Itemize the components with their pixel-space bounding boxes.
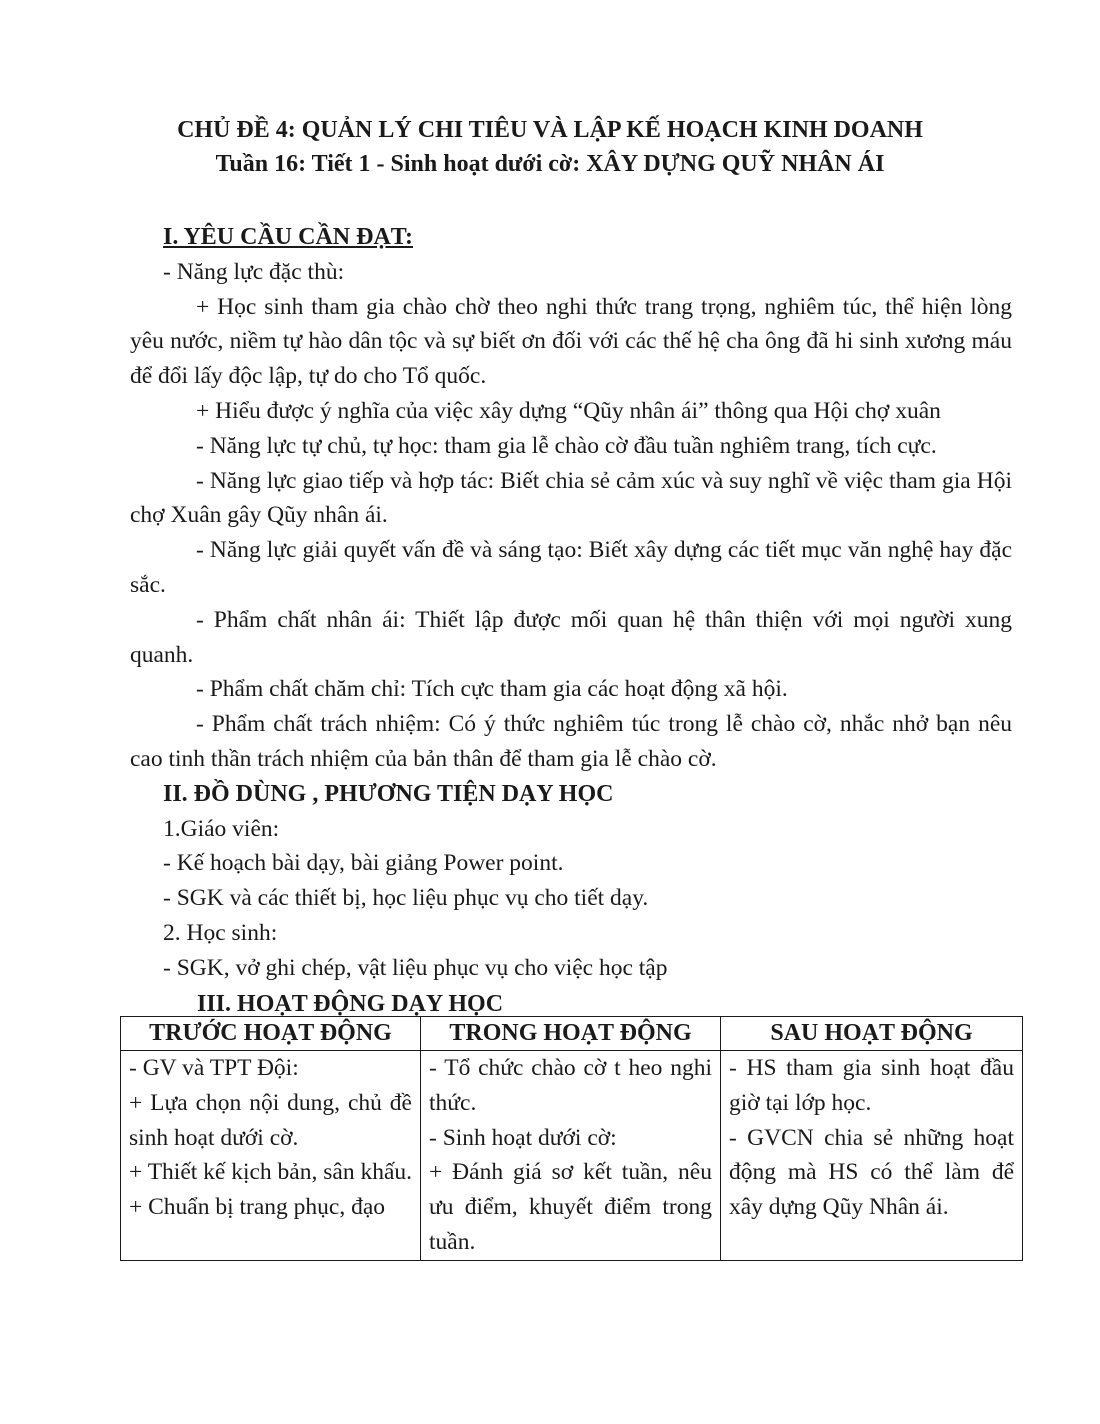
- cell-line: + Đánh giá sơ kết tuần, nêu ưu điểm, khuyết điểm trong tuần.: [429, 1159, 712, 1255]
- document-body: [130, 220, 1012, 1022]
- section1-item: + Hiểu được ý nghĩa của việc xây dựng “Qũy nhân ái” thông qua Hội chợ xuân: [196, 397, 941, 424]
- section1-item: - Năng lực giải quyết vấn đề và sáng tạo: Biết xây dựng các tiết mục văn nghệ hay đặc sắc.: [130, 537, 1012, 598]
- topic-title: CHỦ ĐỀ 4: QUẢN LÝ CHI TIÊU VÀ LẬP KẾ HOẠCH KINH DOANH: [177, 117, 923, 143]
- cell-line: + Lựa chọn nội dung, chủ đề sinh hoạt dưới cờ.: [129, 1089, 412, 1151]
- section1-item: - Phẩm chất nhân ái: Thiết lập được mối quan hệ thân thiện với mọi người xung quanh.: [130, 606, 1012, 668]
- student-label: 2. Học sinh:: [163, 919, 278, 946]
- col-header-before: TRƯỚC HOẠT ĐỘNG: [121, 1017, 421, 1051]
- cell-line: - HS tham gia sinh hoạt đầu giờ tại lớp học.: [729, 1055, 1014, 1116]
- activity-table: [120, 1016, 1023, 1261]
- cell-line: - GVCN chia sẻ những hoạt động mà HS có thể làm để xây dựng Qũy Nhân ái.: [729, 1124, 1014, 1221]
- section2-heading: II. ĐỒ DÙNG , PHƯƠNG TIỆN DẠY HỌC: [163, 780, 614, 807]
- cell-before: [121, 1051, 421, 1261]
- cell-line: + Chuẩn bị trang phục, đạo: [129, 1194, 386, 1221]
- col-header-after: SAU HOẠT ĐỘNG: [721, 1017, 1023, 1051]
- section1-item: - Năng lực tự chủ, tự học: tham gia lễ chào cờ đầu tuần nghiêm trang, tích cực.: [196, 432, 937, 459]
- teacher-label: 1.Giáo viên:: [163, 815, 280, 842]
- student-item: - SGK, vở ghi chép, vật liệu phục vụ cho việc học tập: [163, 954, 668, 981]
- teacher-item: - Kế hoạch bài dạy, bài giảng Power point.: [163, 850, 564, 877]
- section1-item: - Năng lực đặc thù:: [163, 258, 345, 285]
- cell-line: - Tổ chức chào cờ t heo nghi thức.: [429, 1055, 712, 1116]
- section1-item: - Năng lực giao tiếp và hợp tác: Biết chia sẻ cảm xúc và suy nghĩ về việc tham gia Hội chợ Xuân gây Qũy nhân ái.: [130, 467, 1012, 529]
- cell-during: [421, 1051, 721, 1261]
- section1-heading: I. YÊU CẦU CẦN ĐẠT:: [163, 224, 413, 250]
- table-row: [121, 1051, 1023, 1261]
- cell-line: - Sinh hoạt dưới cờ:: [429, 1124, 617, 1151]
- section1-item: + Học sinh tham gia chào chờ theo nghi thức trang trọng, nghiêm túc, thể hiện lòng yêu nước, niềm tự hào dân tộc và sự biết ơn đối với các thế hệ cha ông đã hi sinh xương máu để đổi lấy độc lập, tự do cho Tổ quốc.: [130, 293, 1012, 390]
- cell-line: - GV và TPT Đội:: [129, 1055, 299, 1081]
- lesson-title: Tuần 16: Tiết 1 - Sinh hoạt dưới cờ: XÂY DỰNG QUỸ NHÂN ÁI: [215, 151, 885, 177]
- teacher-item: - SGK và các thiết bị, học liệu phục vụ cho tiết dạy.: [163, 885, 649, 912]
- cell-after: [721, 1051, 1023, 1261]
- table-header-row: [121, 1017, 1023, 1051]
- section3-heading: III. HOẠT ĐỘNG DẠY HỌC: [197, 990, 504, 1017]
- section1-item: - Phẩm chất chăm chỉ: Tích cực tham gia các hoạt động xã hội.: [196, 676, 788, 703]
- section1-item: - Phẩm chất trách nhiệm: Có ý thức nghiêm túc trong lễ chào cờ, nhắc nhở bạn nêu cao tinh thần trách nhiệm của bản thân để tham gia lễ chào cờ.: [130, 711, 1012, 772]
- cell-line: + Thiết kế kịch bản, sân khấu.: [129, 1159, 412, 1186]
- col-header-during: TRONG HOẠT ĐỘNG: [421, 1017, 721, 1051]
